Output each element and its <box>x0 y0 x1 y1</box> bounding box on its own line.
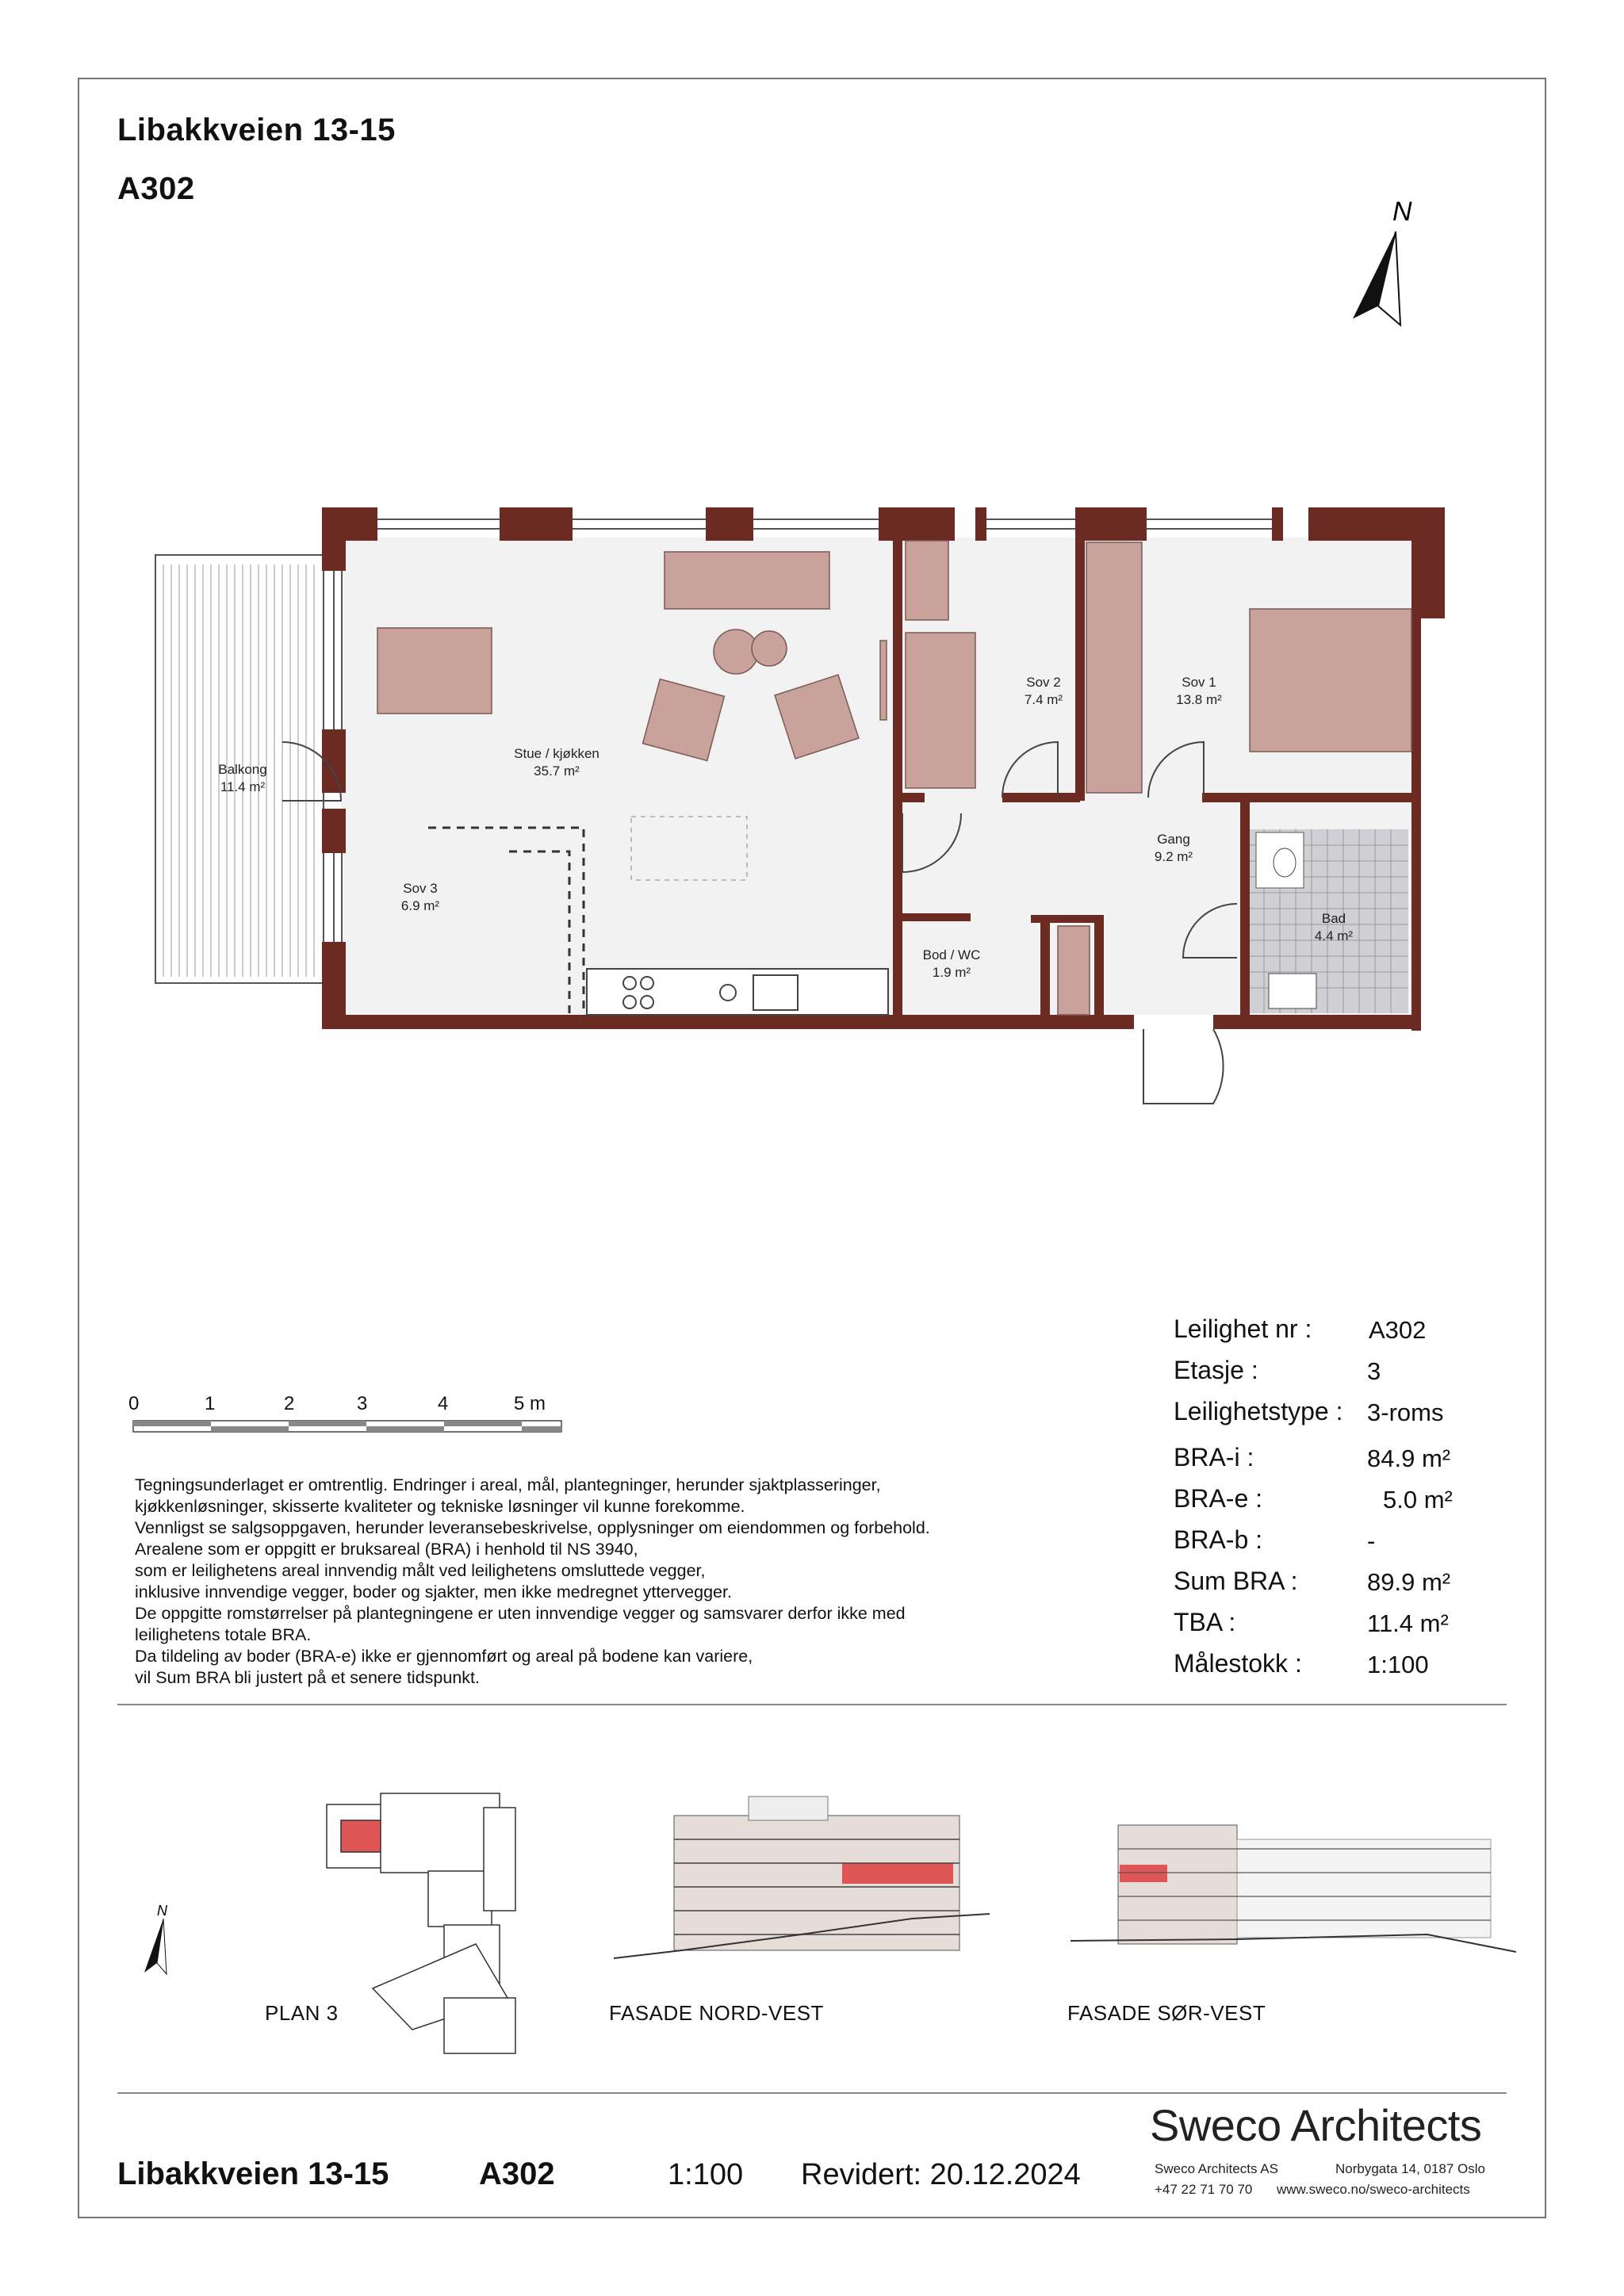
scale-bar <box>128 1393 561 1432</box>
room-area-bad: 4.4 m² <box>1314 928 1354 943</box>
info-value: - <box>1367 1527 1376 1555</box>
info-row <box>1174 1608 1507 1649</box>
footer-company: Sweco Architects AS <box>1155 2161 1278 2176</box>
scale-tick: 4 <box>438 1393 449 1414</box>
info-label: BRA-e : <box>1174 1484 1263 1513</box>
scale-tick: 2 <box>284 1393 295 1414</box>
info-value: 89.9 m² <box>1367 1568 1451 1596</box>
info-row <box>1174 1567 1507 1608</box>
footer-unit: A302 <box>479 2156 555 2191</box>
north-arrow-icon <box>1353 197 1412 325</box>
disclaimer-text: Tegningsunderlaget er omtrentlig. Endringer i areal, mål, plantegninger, herunder sjaktplasseringer, kjøkkenløsninger, skisserte kvaliteter og tekniske løsninger vil kunne forekomme. Vennligst se salgsoppgaven, herunder leveransebeskrivelse, opplysninger om eiendommen og forbehold. Arealene som er oppgitt er bruksareal (BRA) i henhold til NS 3940, som er leilighetens areal innvendig målt ved leilighetens omsluttede vegger, inklusive innvendige vegger, boder og sjakter, men ikke medregnet yttervegger. De oppgitte romstørrelser på plantegningene er uten innvendige vegger og samsvarer derfor ikke med leilighetens totale BRA. Da tildeling av boder (BRA-e) ikke er gjennomført og areal på bodene kan variere, vil Sum BRA bli justert på et senere tidspunkt. <box>135 1475 930 1687</box>
caption-facade-sw: FASADE SØR-VEST <box>1067 2001 1266 2025</box>
north-label: N <box>1392 197 1412 227</box>
room-area-sov3: 6.9 m² <box>400 898 440 913</box>
room-area-sov2: 7.4 m² <box>1024 692 1063 707</box>
scale-tick: 3 <box>357 1393 368 1414</box>
footer-scale: 1:100 <box>668 2158 744 2191</box>
room-area-stue: 35.7 m² <box>534 763 580 779</box>
info-value: 1:100 <box>1367 1651 1429 1678</box>
project-title: Libakkveien 13-15 <box>117 113 396 147</box>
floor-plan <box>155 507 1445 1104</box>
room-name-sov1: Sov 1 <box>1182 675 1216 690</box>
info-value: 5.0 m² <box>1383 1486 1453 1513</box>
info-label: BRA-i : <box>1174 1443 1254 1471</box>
info-label: Målestokk : <box>1174 1649 1302 1678</box>
kitchen-counter <box>587 969 888 1015</box>
room-name-sov2: Sov 2 <box>1026 675 1061 690</box>
room-area-gang: 9.2 m² <box>1154 849 1193 864</box>
room-area-bod: 1.9 m² <box>932 965 971 980</box>
room-name-stue: Stue / kjøkken <box>514 746 599 761</box>
info-value: 84.9 m² <box>1367 1445 1451 1472</box>
info-value: A302 <box>1369 1316 1427 1344</box>
info-label: Leilighet nr : <box>1174 1314 1312 1343</box>
info-value: 3-roms <box>1367 1399 1444 1426</box>
info-label: Leilighetstype : <box>1174 1397 1343 1425</box>
scale-tick: 1 <box>205 1393 216 1414</box>
info-value: 11.4 m² <box>1367 1609 1449 1637</box>
room-area-balkong: 11.4 m² <box>220 779 266 794</box>
caption-facade-nw: FASADE NORD-VEST <box>609 2001 824 2025</box>
info-row <box>1174 1314 1507 1356</box>
caption-plan: PLAN 3 <box>265 2001 339 2025</box>
unit-title: A302 <box>117 171 195 206</box>
info-row <box>1174 1356 1507 1397</box>
info-label: Sum BRA : <box>1174 1567 1298 1595</box>
keyplan-north-label: N <box>157 1903 167 1919</box>
footer-phone: +47 22 71 70 70 <box>1155 2182 1253 2197</box>
info-label: TBA : <box>1174 1608 1236 1636</box>
info-table <box>1174 1314 1507 1690</box>
room-name-gang: Gang <box>1157 832 1190 847</box>
info-value: 3 <box>1367 1357 1381 1385</box>
info-row <box>1174 1525 1507 1567</box>
scale-tick: 0 <box>128 1393 140 1414</box>
info-label: Etasje : <box>1174 1356 1258 1384</box>
room-name-bod: Bod / WC <box>922 947 981 962</box>
brand-logo: Sweco Architects <box>1150 2100 1482 2150</box>
room-area-sov1: 13.8 m² <box>1176 692 1222 707</box>
scale-tick: 5 m <box>514 1393 546 1414</box>
facade-nord-vest <box>614 1797 990 1958</box>
footer-revised: Revidert: 20.12.2024 <box>801 2158 1081 2191</box>
facade-sor-vest <box>1071 1825 1516 1952</box>
footer-web[interactable]: www.sweco.no/sweco-architects <box>1277 2182 1470 2197</box>
footer-address: Norbygata 14, 0187 Oslo <box>1335 2161 1486 2176</box>
info-row <box>1174 1397 1507 1443</box>
info-row <box>1174 1649 1507 1690</box>
room-name-sov3: Sov 3 <box>403 881 438 896</box>
footer-project: Libakkveien 13-15 <box>117 2156 389 2191</box>
info-label: BRA-b : <box>1174 1525 1263 1554</box>
room-name-balkong: Balkong <box>218 762 267 777</box>
room-name-bad: Bad <box>1321 911 1346 926</box>
info-row <box>1174 1443 1507 1484</box>
info-row <box>1174 1484 1507 1525</box>
